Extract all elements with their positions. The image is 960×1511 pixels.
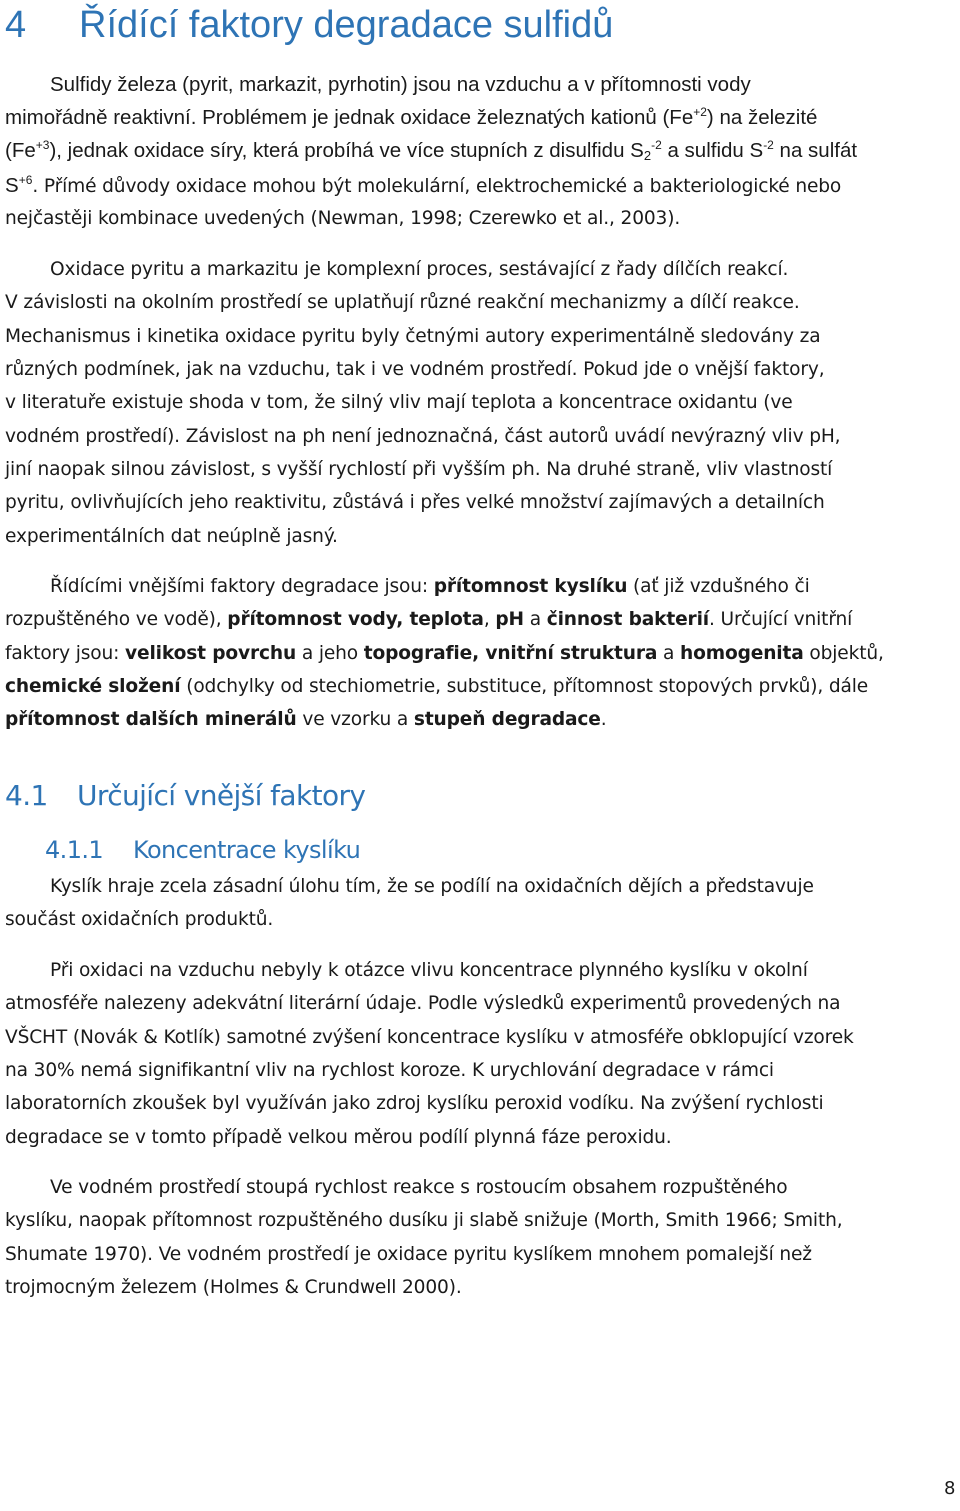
page-number: 8 (944, 1478, 956, 1499)
section-heading (5, 779, 365, 812)
section-title: Určující vnější faktory (77, 779, 366, 812)
text-line: mimořádně reaktivní. Problémem je jednak oxidace železnatých kationů $(Fe^{+2})$ na železité (5, 105, 818, 129)
text-line: jiní naopak silnou závislost, s vyšší rychlostí při vyšším ph. Na druhé straně, vliv vlastností (5, 459, 833, 480)
text-line: V závislosti na okolním prostředí se uplatňují různé reakční mechanizmy a dílčí reakce. (5, 292, 800, 313)
subsection-heading (45, 836, 360, 864)
text-line: přítomnost dalších minerálů ve vzorku a stupeň degradace. (5, 709, 607, 730)
text-line: kyslíku, naopak přítomnost rozpuštěného dusíku ji slabě snižuje (Morth, Smith 1966; Smith, (5, 1210, 843, 1231)
text-line: $(Fe^{+3})$, jednak oxidace síry, která probíhá ve více stupních z disulfidu $S_2^{-2}$ a sulfidu $S^{-2}$ na sulfát (5, 138, 858, 163)
text-line: Shumate 1970). Ve vodném prostředí je oxidace pyritu kyslíkem mnohem pomalejší než (5, 1244, 812, 1265)
text-line: trojmocným železem (Holmes & Crundwell 2000). (5, 1277, 462, 1298)
chapter-title: Řídící faktory degradace sulfidů (79, 4, 614, 46)
paragraph-air-oxidation (5, 957, 955, 1157)
text-line: Kyslík hraje zcela zásadní úlohu tím, že se podílí na oxidačních dějích a představuje (50, 876, 814, 897)
text-line: součást oxidačních produktů. (5, 909, 274, 930)
text-line: Řídícími vnějšími faktory degradace jsou: přítomnost kyslíku (ať již vzdušného či (50, 576, 810, 597)
text-line: Oxidace pyritu a markazitu je komplexní proces, sestávající z řady dílčích reakcí. (50, 259, 789, 280)
text-line: faktory jsou: velikost povrchu a jeho topografie, vnitřní struktura a homogenita objektů, (5, 643, 884, 664)
text-line: Sulfidy železa (pyrit, markazit, pyrhotin) jsou na vzduchu a v přítomnosti vody (50, 73, 751, 96)
paragraph-oxidation-process (5, 256, 955, 556)
paragraph-controlling-factors (5, 573, 955, 743)
text-line: Při oxidaci na vzduchu nebyly k otázce vlivu koncentrace plynného kyslíku v okolní (50, 960, 808, 981)
text-line: atmosféře nalezeny adekvátní literární údaje. Podle výsledků experimentů provedených na (5, 993, 841, 1014)
text-line: na 30% nemá signifikantní vliv na rychlost koroze. K urychlování degradace v rámci (5, 1060, 774, 1081)
subsection-title: Koncentrace kyslíku (133, 836, 361, 864)
text-line: Ve vodném prostředí stoupá rychlost reakce s rostoucím obsahem rozpuštěného (50, 1177, 788, 1198)
text-line: vodném prostředí). Závislost na ph není jednoznačná, část autorů uvádí nevýrazný vliv pH, (5, 426, 841, 447)
chapter-heading (5, 4, 613, 47)
chapter-number: 4 (5, 4, 27, 46)
subsection-number: 4.1.1 (45, 836, 104, 864)
section-number: 4.1 (5, 779, 48, 812)
text-line: v literatuře existuje shoda v tom, že silný vliv mají teplota a koncentrace oxidantu (ve (5, 392, 793, 413)
paragraph-aqueous-oxidation (5, 1174, 955, 1308)
text-line: chemické složení (odchylky od stechiometrie, substituce, přítomnost stopových prvků), dále (5, 676, 869, 697)
paragraph-sulfides-reactivity (5, 70, 955, 240)
text-line: různých podmínek, jak na vzduchu, tak i ve vodném prostředí. Pokud jde o vnější faktory, (5, 359, 825, 380)
text-line: rozpuštěného ve vodě), přítomnost vody, teplota, pH a činnost bakterií. Určující vnitřní (5, 609, 853, 630)
text-line: experimentálních dat neúplně jasný. (5, 526, 338, 547)
text-line: degradace se v tomto případě velkou měrou podílí plynná fáze peroxidu. (5, 1127, 672, 1148)
paragraph-oxygen-role (5, 873, 955, 941)
text-line: pyritu, ovlivňujících jeho reaktivitu, zůstává i přes velké množství zajímavých a detailních (5, 492, 825, 513)
text-line: nejčastěji kombinace uvedených (Newman, 1998; Czerewko et al., 2003). (5, 208, 681, 229)
text-line: $S^{+6}$. Přímé důvody oxidace mohou být molekulární, elektrochemické a bakteriologické nebo (5, 173, 842, 197)
text-line: Mechanismus i kinetika oxidace pyritu byly četnými autory experimentálně sledovány za (5, 326, 821, 347)
text-line: VŠCHT (Novák & Kotlík) samotné zvýšení koncentrace kyslíku v atmosféře obklopující vzorek (5, 1027, 854, 1048)
text-line: laboratorních zkoušek byl využíván jako zdroj kyslíku peroxid vodíku. Na zvýšení rychlosti (5, 1093, 824, 1114)
